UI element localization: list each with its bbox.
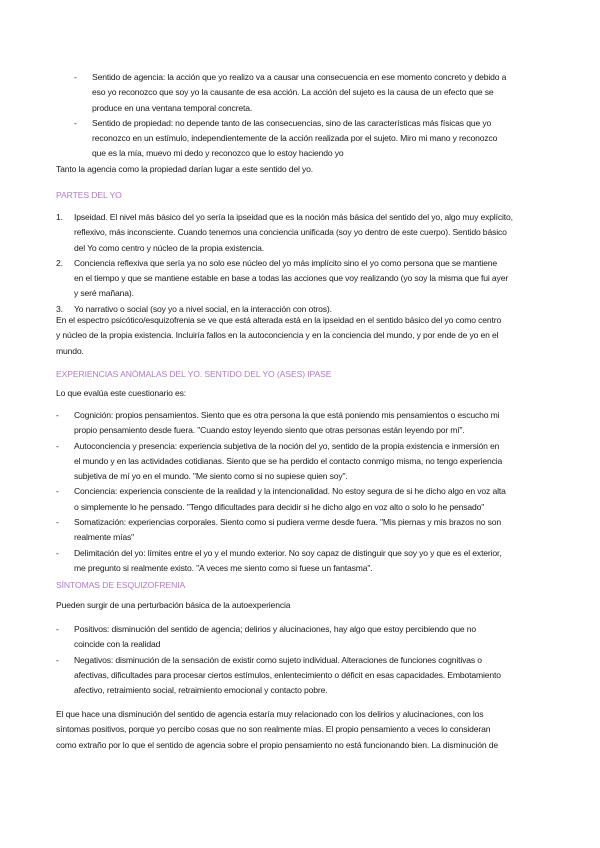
list-item	[56, 256, 546, 302]
list-item-text: Conciencia reflexiva que sería ya no solo ese núcleo del yo más implícito sino el yo como persona que se mantiene en el tiempo y que se mantiene estable en base a todas las acciones que voy realizando (yo soy la misma que fui ayer y seré mañana).	[74, 257, 509, 299]
list-item-text: Sentido de agencia: la acción que yo realizo va a causar una consecuencia en ese momento concreto y debido a eso yo reconozco que soy yo la causante de esa acción. La acción del sujeto es la causa de un efecto que se produce en una ventana temporal concreta.	[92, 72, 507, 113]
number-marker: 3.	[56, 303, 63, 314]
bullet-marker: -	[56, 517, 59, 528]
list-item-text: Delimitación del yo: límites entre el yo y el mundo exterior. No soy capaz de distinguir que soy yo y que es el exterior, me pregunto si realmente existo. "A veces me siento como si fuese un fantasma".	[74, 547, 502, 573]
intro-list	[74, 70, 546, 162]
list-item-text: Conciencia: experiencia consciente de la realidad y la intencionalidad. No estoy segura de si he dicho algo en voz alta o simplemente lo he pensado. "Tengo dificultades para decidir si he dicho algo en voz alto o solo lo he pensado"	[74, 486, 506, 512]
bullet-marker: -	[56, 486, 59, 497]
bullet-marker: -	[56, 440, 59, 451]
bullet-marker: -	[74, 72, 77, 82]
list-item-text: Positivos: disminución del sentido de agencia; delirios y alucinaciones, hay algo que estoy percibiendo que no coincide con la realidad	[74, 624, 476, 650]
list-item-text: Yo narrativo o social (soy yo a nivel social, en la interacción con otros).	[74, 303, 332, 314]
section-heading-partes: PARTES DEL YO	[56, 190, 122, 200]
list-item	[74, 116, 546, 162]
list-item	[56, 439, 546, 485]
number-marker: 2.	[56, 257, 63, 268]
experiencias-intro: Lo que evalúa este cuestionario es:	[56, 388, 186, 398]
sintomas-closing-paragraph: El que hace una disminución del sentido de agencia estaría muy relacionado con los delirios y alucinaciones, con los síntomas positivos, porque yo percibo cosas que no son realmente mías. El propio pensamiento a veces lo consideran como extraño por lo que el sentido de agencia sobre el propio pensamiento no está funcionando bien. La disminución de	[56, 709, 499, 750]
list-item	[74, 70, 546, 116]
experiencias-list	[56, 408, 546, 576]
list-item-text: Cognición: propios pensamientos. Siento que es otra persona la que está poniendo mis pensamientos o escucho mi propio pensamiento desde fuera. "Cuando estoy leyendo siento que otras personas están leyendo por mí".	[74, 410, 500, 436]
bullet-marker: -	[56, 547, 59, 558]
list-item	[56, 484, 546, 515]
list-item	[56, 210, 546, 256]
list-item-text: Negativos: disminución de la sensación de existir como sujeto individual. Alteraciones de funciones cognitivas o afectivas, dificultades para procesar ciertos estímulos, enlentecimiento o déficit en esas capacidades. Embotamiento afectivo, retraimiento social, retraimiento emocional y contacto pobre.	[74, 654, 501, 696]
bullet-marker: -	[74, 117, 77, 128]
list-item	[56, 546, 546, 577]
bullet-marker: -	[56, 654, 59, 665]
sintomas-intro: Pueden surgir de una perturbación básica de la autoexperiencia	[56, 600, 291, 610]
list-item	[56, 408, 546, 439]
list-item-text: Sentido de propiedad: no depende tanto de las consecuencias, sino de las características más físicas que yo reconozco en un estímulo, independientemente de la acción realizada por el sujeto. Miro mi mano y reconozco que es la mía, muevo mi dedo y reconozco que lo estoy haciendo yo	[92, 117, 498, 159]
bullet-marker: -	[56, 624, 59, 634]
sintomas-list	[56, 622, 546, 698]
partes-closing-paragraph: En el espectro psicótico/esquizofrenia se ve que está alterada está en la ipseidad en el sentido básico del yo como centro y núcleo de la propia existencia. Incluiría fallos en la autoconciencia y en la conciencia del mundo, y por ende de yo en el mundo.	[56, 315, 502, 356]
list-item-text: Ipseidad. El nivel más básico del yo sería la ipseidad que es la noción más básica del sentido del yo, algo muy explícito, reflexivo, más inconsciente. Cuando tenemos una conciencia unificada (soy yo dentro de este cuerpo). Sentido básico del Yo como centro y núcleo de la propia existencia.	[74, 212, 513, 253]
list-item-text: Somatización: experiencias corporales. Siento como si pudiera verme desde fuera. "Mis piernas y mis brazos no son realmente mías"	[74, 517, 501, 543]
list-item	[56, 653, 546, 699]
intro-summary: Tanto la agencia como la propiedad darían lugar a este sentido del yo.	[56, 164, 314, 174]
list-item	[56, 622, 546, 653]
list-item-text: Autoconciencia y presencia: experiencia subjetiva de la noción del yo, sentido de la propia existencia e inmersión en el mundo y en las actividades cotidianas. Siento que se ha perdido el contacto conmigo misma, no tengo experiencia subjetiva de mí yo en el mundo. "Me siento como si no supiese quien soy".	[74, 440, 503, 482]
number-marker: 1.	[56, 212, 63, 222]
bullet-marker: -	[56, 410, 59, 420]
partes-list	[56, 210, 546, 317]
section-heading-sintomas: SÍNTOMAS DE ESQUIZOFRENIA	[56, 580, 186, 590]
section-heading-experiencias: EXPERIENCIAS ANÓMALAS DEL YO. SENTIDO DEL YO (ASES) IPASE	[56, 369, 332, 379]
list-item	[56, 515, 546, 546]
